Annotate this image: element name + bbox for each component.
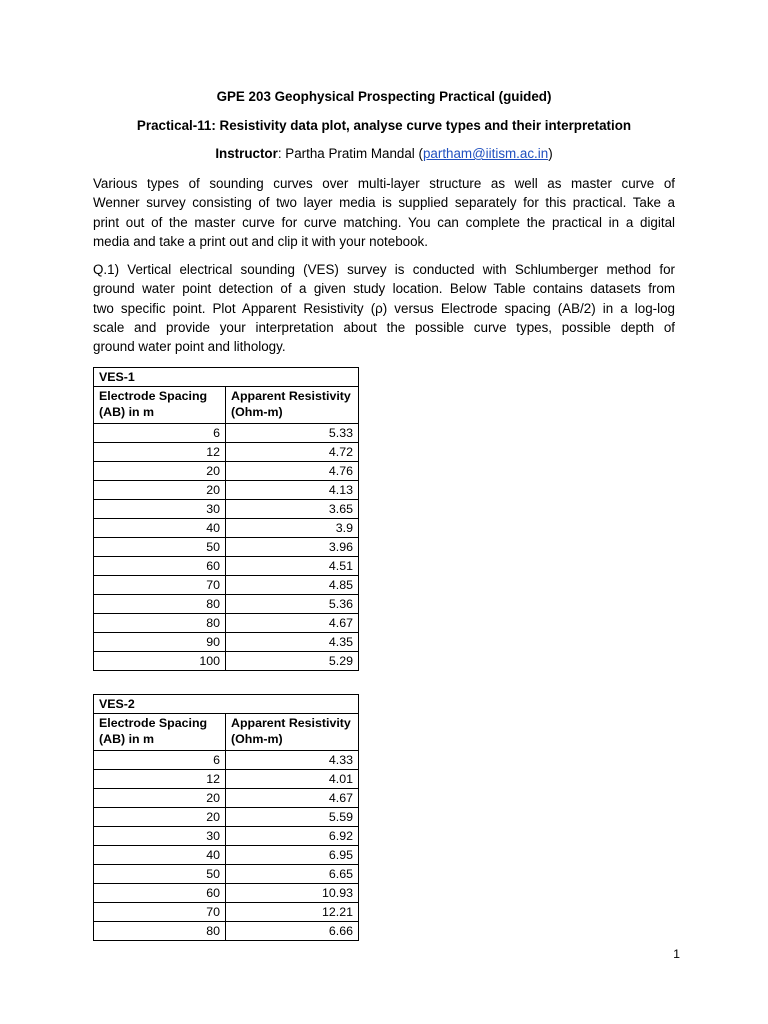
electrode-spacing-cell: 80: [94, 922, 226, 941]
table-row: [94, 595, 359, 614]
apparent-resistivity-cell: 6.66: [226, 922, 359, 941]
electrode-spacing-cell: 40: [94, 846, 226, 865]
intro-line: media and take a print out and clip it with your notebook.: [93, 233, 428, 249]
ves1-table: [93, 367, 359, 671]
table-row: [94, 922, 359, 941]
ves1-header-spacing: Electrode Spacing (AB) in m: [94, 387, 226, 424]
question-line: ground water point detection of a given study location. Below Table contains datasets from: [93, 281, 675, 297]
table-row: [94, 633, 359, 652]
apparent-resistivity-cell: 12.21: [226, 903, 359, 922]
apparent-resistivity-cell: 4.51: [226, 557, 359, 576]
electrode-spacing-cell: 20: [94, 789, 226, 808]
table-row: [94, 424, 359, 443]
electrode-spacing-cell: 80: [94, 595, 226, 614]
apparent-resistivity-cell: 4.35: [226, 633, 359, 652]
intro-paragraph: [93, 174, 675, 251]
electrode-spacing-cell: 20: [94, 481, 226, 500]
table-row: [94, 557, 359, 576]
electrode-spacing-cell: 70: [94, 903, 226, 922]
electrode-spacing-cell: 50: [94, 538, 226, 557]
electrode-spacing-cell: 20: [94, 808, 226, 827]
apparent-resistivity-cell: 6.92: [226, 827, 359, 846]
question-line: ground water point and lithology.: [93, 339, 286, 355]
electrode-spacing-cell: 12: [94, 443, 226, 462]
apparent-resistivity-cell: 6.65: [226, 865, 359, 884]
table-row: [94, 614, 359, 633]
electrode-spacing-cell: 30: [94, 827, 226, 846]
table-row: [94, 884, 359, 903]
apparent-resistivity-cell: 3.96: [226, 538, 359, 557]
electrode-spacing-cell: 90: [94, 633, 226, 652]
electrode-spacing-cell: 40: [94, 519, 226, 538]
table-row: [94, 652, 359, 671]
apparent-resistivity-cell: 4.67: [226, 614, 359, 633]
electrode-spacing-cell: 50: [94, 865, 226, 884]
question-line: two specific point. Plot Apparent Resistivity (ρ) versus Electrode spacing (AB/2) in a log-log: [93, 300, 675, 316]
electrode-spacing-cell: 30: [94, 500, 226, 519]
electrode-spacing-cell: 70: [94, 576, 226, 595]
ves2-header-spacing: Electrode Spacing (AB) in m: [94, 714, 226, 751]
course-title: GPE 203 Geophysical Prospecting Practical (guided): [216, 89, 552, 104]
table-row: [94, 770, 359, 789]
table-row: [94, 846, 359, 865]
apparent-resistivity-cell: 10.93: [226, 884, 359, 903]
electrode-spacing-cell: 6: [94, 424, 226, 443]
apparent-resistivity-cell: 4.33: [226, 751, 359, 770]
instructor-line: [93, 145, 675, 163]
apparent-resistivity-cell: 3.65: [226, 500, 359, 519]
apparent-resistivity-cell: 3.9: [226, 519, 359, 538]
apparent-resistivity-cell: 4.13: [226, 481, 359, 500]
table-row: [94, 576, 359, 595]
apparent-resistivity-cell: 4.76: [226, 462, 359, 481]
ves1-header-resistivity: Apparent Resistivity (Ohm-m): [226, 387, 359, 424]
ves1-title: VES-1: [94, 368, 359, 387]
electrode-spacing-cell: 12: [94, 770, 226, 789]
table-row: [94, 481, 359, 500]
question-line: scale and provide your interpretation about the possible curve types, possible depth of: [93, 319, 675, 335]
instructor-colon: :: [277, 146, 282, 161]
apparent-resistivity-cell: 4.01: [226, 770, 359, 789]
electrode-spacing-cell: 20: [94, 462, 226, 481]
intro-line: Various types of sounding curves over multi-layer structure as well as master curve of: [93, 176, 675, 191]
electrode-spacing-cell: 60: [94, 884, 226, 903]
table-row: [94, 538, 359, 557]
table-row: [94, 789, 359, 808]
table-row: [94, 500, 359, 519]
electrode-spacing-cell: 80: [94, 614, 226, 633]
ves2-table: [93, 694, 359, 941]
page-number: 1: [673, 947, 680, 961]
table-row: [94, 903, 359, 922]
instructor-close: ): [548, 146, 553, 161]
intro-line: print out of the master curve for curve matching. You can complete the practical in a digital: [93, 214, 675, 230]
question-line: Q.1) Vertical electrical sounding (VES) survey is conducted with Schlumberger method for: [93, 262, 675, 277]
ves2-header-resistivity: Apparent Resistivity (Ohm-m): [226, 714, 359, 751]
apparent-resistivity-cell: 4.72: [226, 443, 359, 462]
apparent-resistivity-cell: 5.29: [226, 652, 359, 671]
table-row: [94, 462, 359, 481]
ves2-title: VES-2: [94, 695, 359, 714]
apparent-resistivity-cell: 5.33: [226, 424, 359, 443]
table-row: [94, 443, 359, 462]
apparent-resistivity-cell: 6.95: [226, 846, 359, 865]
apparent-resistivity-cell: 4.85: [226, 576, 359, 595]
electrode-spacing-cell: 6: [94, 751, 226, 770]
instructor-email-link[interactable]: partham@iitism.ac.in: [422, 146, 549, 161]
apparent-resistivity-cell: 4.67: [226, 789, 359, 808]
table-row: [94, 808, 359, 827]
table-row: [94, 865, 359, 884]
electrode-spacing-cell: 60: [94, 557, 226, 576]
apparent-resistivity-cell: 5.59: [226, 808, 359, 827]
electrode-spacing-cell: 100: [94, 652, 226, 671]
table-row: [94, 519, 359, 538]
instructor-label: Instructor: [215, 146, 278, 161]
table-row: [94, 751, 359, 770]
apparent-resistivity-cell: 5.36: [226, 595, 359, 614]
table-row: [94, 827, 359, 846]
question-paragraph: [93, 260, 675, 356]
intro-line: Wenner survey consisting of two layer media is supplied separately for this practical. Take a: [93, 195, 675, 211]
practical-title: Practical-11: Resistivity data plot, analyse curve types and their interpretation: [136, 118, 632, 133]
instructor-name: Partha Pratim Mandal (: [281, 146, 423, 161]
